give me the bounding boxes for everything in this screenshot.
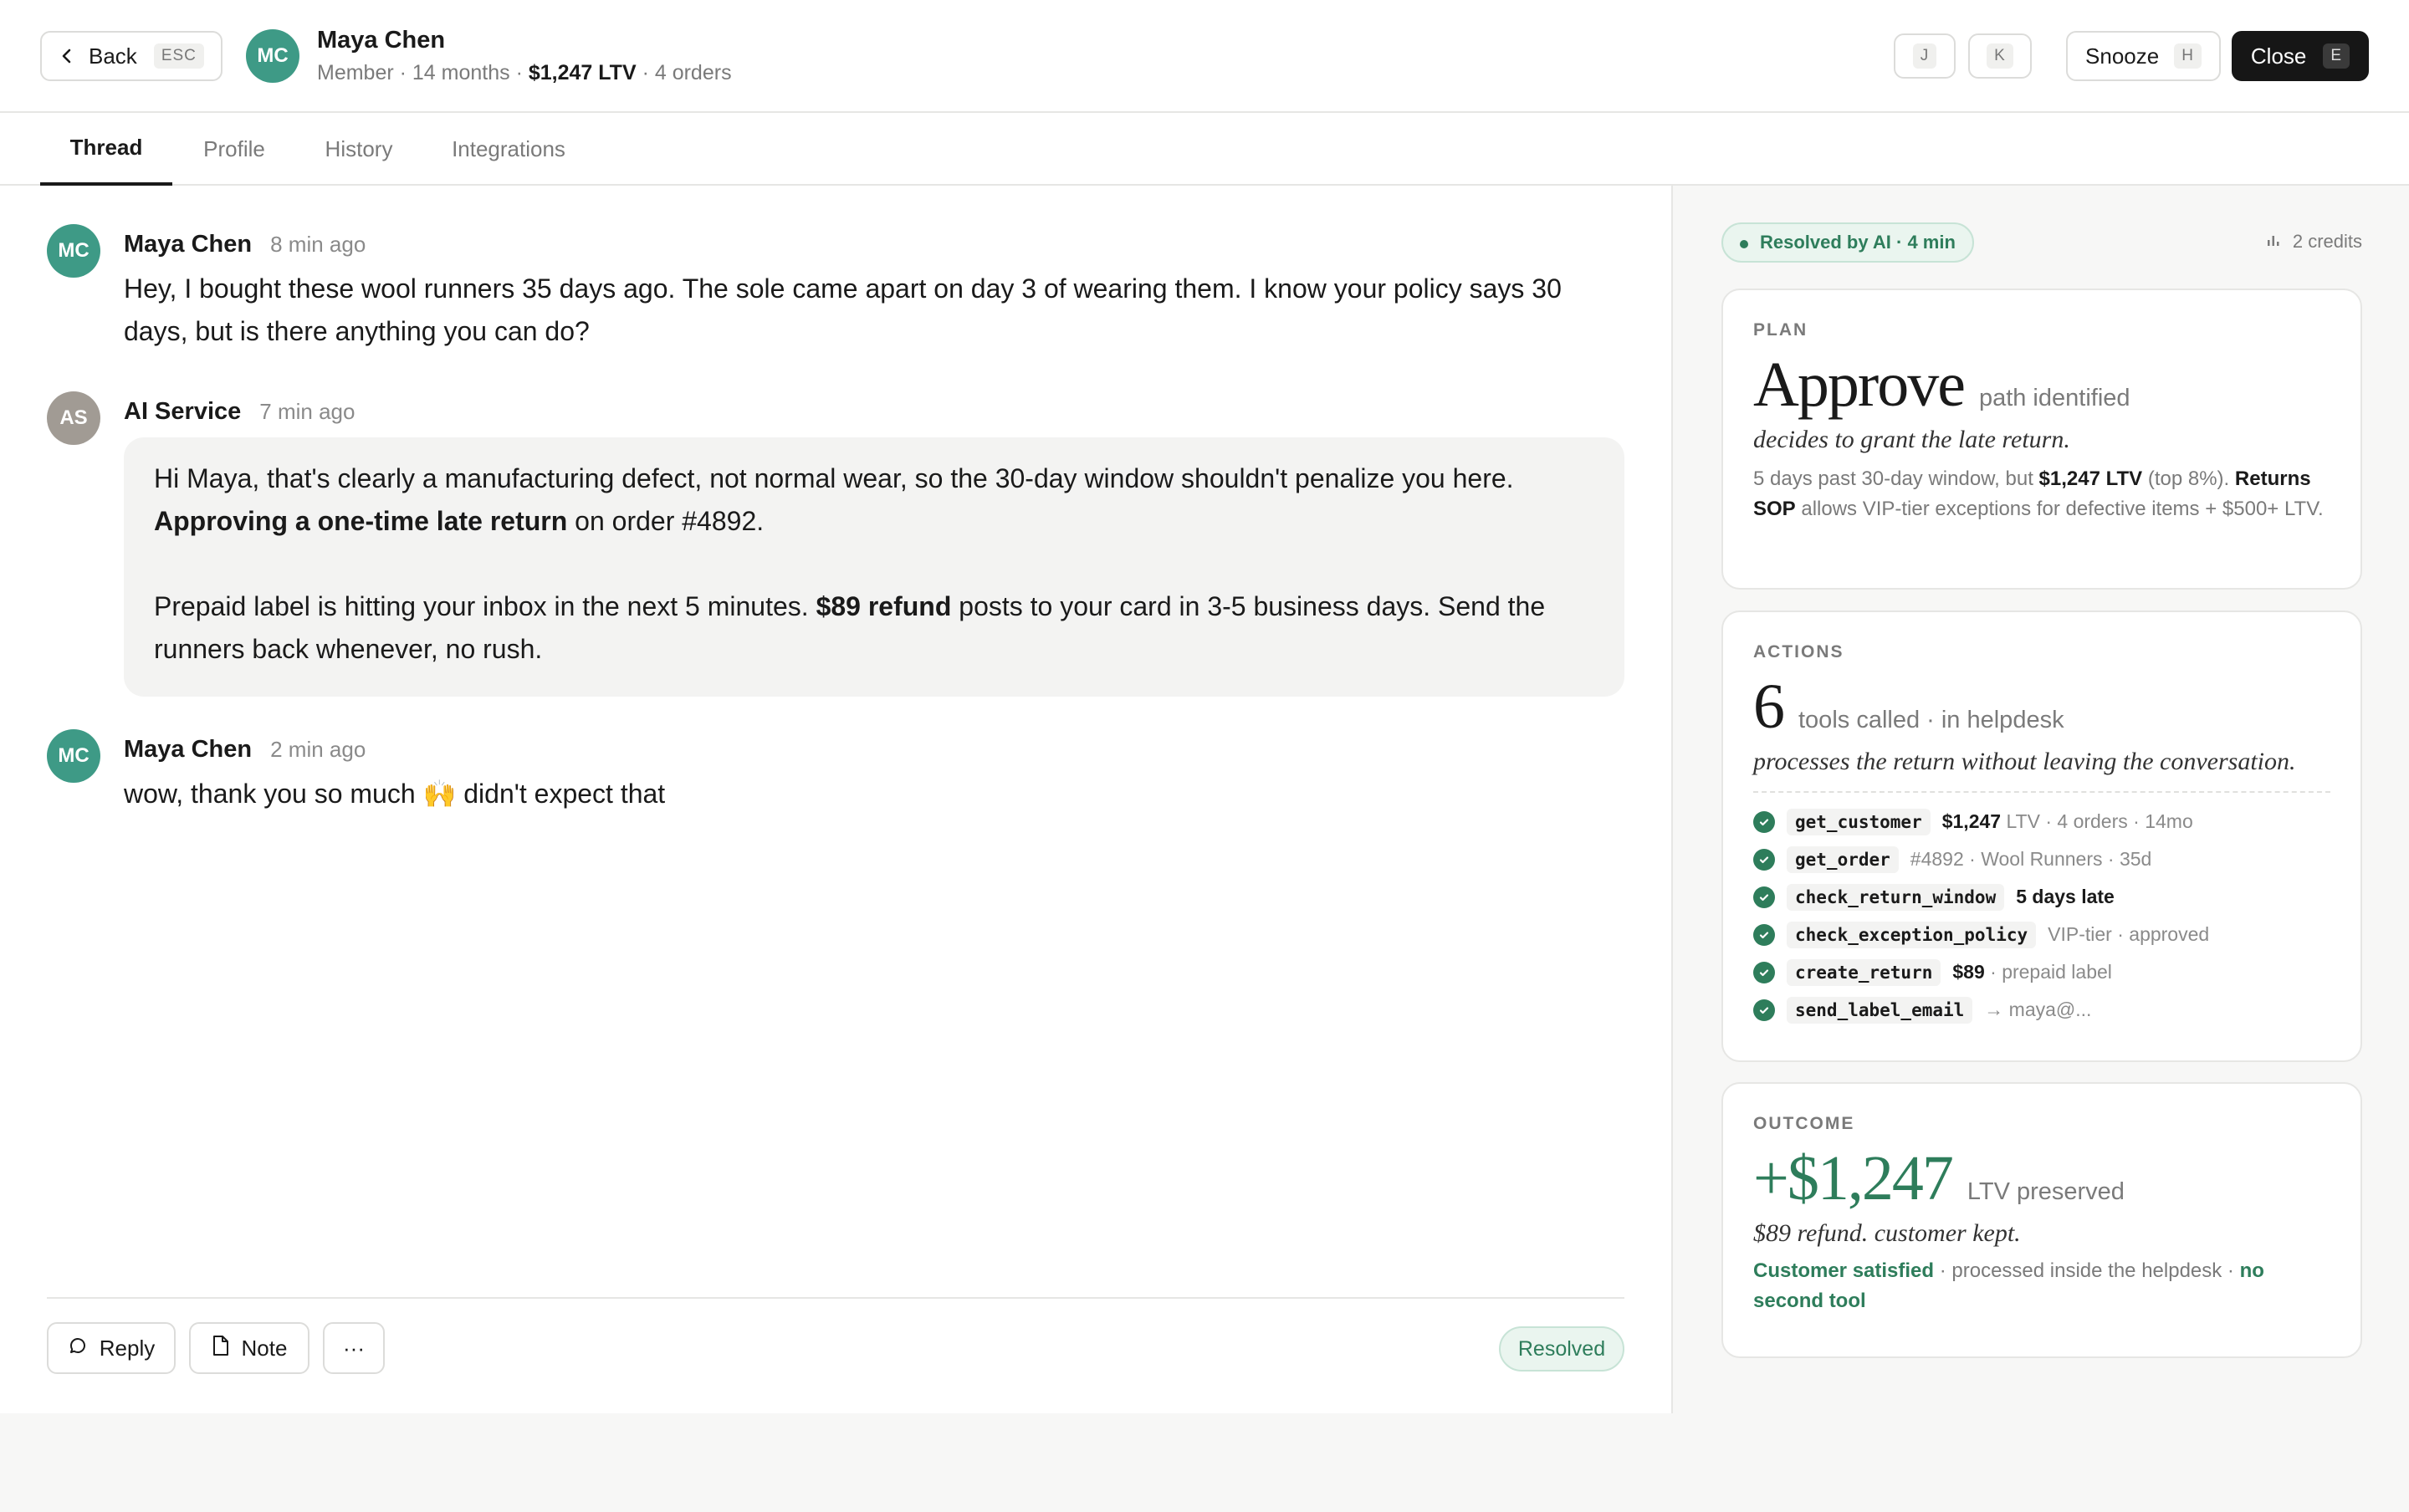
previous-ticket-button[interactable] bbox=[1894, 33, 1956, 79]
tool-call-row bbox=[1753, 916, 2330, 953]
outcome-title-row bbox=[1753, 1142, 2330, 1214]
close-label: Close bbox=[2250, 43, 2307, 69]
message-body: Hey, I bought these wool runners 35 days ago. The sole came apart on day 3 of wearing them. I know your policy says 30 days, but is there anything you can do? bbox=[124, 273, 1562, 346]
outcome-subtitle: LTV preserved bbox=[1967, 1178, 2125, 1205]
speech-bubble-icon bbox=[68, 1336, 88, 1361]
tool-meta: LTV · 4 orders · 14mo bbox=[2001, 810, 2193, 832]
message-header bbox=[124, 736, 366, 764]
customer-meta-suffix: · 4 orders bbox=[636, 61, 732, 84]
ai-paragraph-1 bbox=[154, 457, 1594, 543]
text-run: Prepaid label is hitting your inbox in the next 5 minutes. bbox=[154, 591, 816, 621]
author-name: Maya Chen bbox=[124, 736, 253, 763]
tool-call-row bbox=[1753, 803, 2330, 840]
more-label: ··· bbox=[343, 1335, 365, 1361]
credits-usage bbox=[2266, 231, 2362, 253]
tool-value: $89 bbox=[1952, 961, 1985, 983]
bar-chart-icon bbox=[2266, 231, 2281, 253]
outcome-value: +$1,247 bbox=[1753, 1143, 1952, 1213]
tool-name: check_return_window bbox=[1787, 884, 2004, 911]
customer-ltv: $1,247 LTV bbox=[528, 61, 637, 84]
back-label: Back bbox=[89, 43, 137, 69]
check-icon bbox=[1753, 999, 1775, 1021]
j-shortcut: J bbox=[1913, 43, 1937, 69]
actions-label: ACTIONS bbox=[1753, 642, 1844, 662]
plan-details bbox=[1753, 464, 2330, 524]
more-options-button[interactable] bbox=[323, 1322, 385, 1374]
tool-value: $1,247 bbox=[1941, 810, 2002, 832]
ai-paragraph-2 bbox=[154, 585, 1594, 671]
actions-tagline: processes the return without leaving the conversation. bbox=[1753, 748, 2296, 775]
outcome-details bbox=[1753, 1256, 2330, 1316]
resolved-by-ai-badge: Resolved by AI · 4 min bbox=[1721, 222, 1974, 263]
message-time: 7 min ago bbox=[259, 399, 355, 424]
outcome-tagline: $89 refund. customer kept. bbox=[1753, 1219, 2021, 1247]
tab-integrations[interactable]: Integrations bbox=[452, 136, 565, 161]
message-body: wow, thank you so much 🙌 didn't expect that bbox=[124, 779, 666, 809]
next-ticket-button[interactable] bbox=[1968, 33, 2032, 79]
tool-meta: · prepaid label bbox=[1984, 961, 2112, 983]
note-label: Note bbox=[241, 1335, 288, 1361]
message-customer-2 bbox=[47, 729, 1624, 821]
h-shortcut: H bbox=[2174, 43, 2202, 69]
plan-title-row bbox=[1753, 349, 2330, 421]
tab-history[interactable]: History bbox=[325, 136, 393, 161]
tab-profile[interactable]: Profile bbox=[203, 136, 265, 161]
resolved-status-badge: Resolved bbox=[1499, 1326, 1624, 1372]
ticket-header bbox=[0, 0, 2409, 113]
text-run: 5 days past 30-day window, but bbox=[1753, 467, 2039, 490]
plan-label: PLAN bbox=[1753, 320, 1808, 340]
message-customer-1 bbox=[47, 224, 1624, 366]
back-button[interactable] bbox=[40, 31, 222, 81]
author-avatar: MC bbox=[47, 224, 100, 278]
credits-label: 2 credits bbox=[2292, 231, 2362, 252]
author-avatar: AS bbox=[47, 391, 100, 445]
ai-resolution-panel bbox=[1671, 186, 2409, 1413]
tool-meta: VIP-tier · approved bbox=[2048, 923, 2210, 945]
tool-name: get_order bbox=[1787, 846, 1899, 873]
actions-card bbox=[1721, 610, 2362, 1062]
returns-sop: Returns SOP bbox=[1753, 467, 2311, 520]
text-run: allows VIP-tier exceptions for defective items + $500+ LTV. bbox=[1795, 498, 2324, 520]
author-name: AI Service bbox=[124, 398, 242, 425]
note-button[interactable] bbox=[189, 1322, 309, 1374]
tool-name: create_return bbox=[1787, 959, 1941, 986]
customer-meta bbox=[317, 61, 732, 85]
text-run: Hi Maya, that's clearly a manufacturing defect, not normal wear, so the 30-day window shouldn't penalize you here. bbox=[154, 463, 1514, 493]
customer-avatar: MC bbox=[246, 29, 299, 83]
tool-name: send_label_email bbox=[1787, 997, 1972, 1024]
reply-label: Reply bbox=[99, 1335, 156, 1361]
text-run: on order #4892. bbox=[567, 506, 765, 536]
customer-name: Maya Chen bbox=[317, 27, 446, 54]
snooze-label: Snooze bbox=[2085, 43, 2160, 69]
customer-meta-prefix: Member · 14 months · bbox=[317, 61, 529, 84]
esc-shortcut: ESC bbox=[154, 43, 204, 69]
tool-call-row bbox=[1753, 953, 2330, 991]
tab-bar bbox=[0, 113, 2409, 186]
plan-card bbox=[1721, 289, 2362, 590]
reply-button[interactable] bbox=[47, 1322, 176, 1374]
tool-value: 5 days late bbox=[2016, 886, 2115, 907]
emphasis-late-return: Approving a one-time late return bbox=[154, 506, 568, 536]
text-run: · processed inside the helpdesk · bbox=[1934, 1259, 2240, 1282]
check-icon bbox=[1753, 849, 1775, 871]
actions-divider bbox=[1753, 791, 2330, 793]
tool-call-row bbox=[1753, 878, 2330, 916]
tool-call-row bbox=[1753, 840, 2330, 878]
outcome-card bbox=[1721, 1082, 2362, 1358]
k-shortcut: K bbox=[1987, 43, 2013, 69]
tool-meta: #4892 · Wool Runners · 35d bbox=[1910, 848, 2152, 870]
tool-meta: → maya@... bbox=[1984, 999, 2092, 1020]
message-thread bbox=[0, 186, 1671, 1413]
message-time: 8 min ago bbox=[270, 232, 366, 257]
message-time: 2 min ago bbox=[270, 737, 366, 762]
text-run: (top 8%). bbox=[2142, 467, 2235, 490]
tool-name: get_customer bbox=[1787, 809, 1931, 835]
plan-ltv: $1,247 LTV bbox=[2038, 467, 2143, 490]
plan-tagline: decides to grant the late return. bbox=[1753, 426, 2070, 453]
tool-name: check_exception_policy bbox=[1787, 922, 2036, 948]
check-icon bbox=[1753, 962, 1775, 983]
message-ai-1 bbox=[47, 391, 1624, 701]
check-icon bbox=[1753, 924, 1775, 946]
tool-call-row bbox=[1753, 991, 2330, 1029]
actions-subtitle: tools called · in helpdesk bbox=[1798, 707, 2064, 733]
ai-message-bubble bbox=[124, 437, 1624, 697]
snooze-button[interactable] bbox=[2066, 31, 2221, 81]
composer-divider bbox=[47, 1297, 1624, 1299]
tool-call-list bbox=[1753, 803, 2330, 1029]
e-shortcut: E bbox=[2323, 43, 2350, 69]
close-ticket-button[interactable] bbox=[2232, 31, 2369, 81]
plan-subtitle: path identified bbox=[1978, 385, 2130, 411]
document-icon bbox=[212, 1335, 230, 1362]
actions-title-row bbox=[1753, 671, 2330, 743]
author-name: Maya Chen bbox=[124, 231, 253, 258]
emphasis-refund: $89 refund bbox=[816, 591, 952, 621]
check-icon bbox=[1753, 886, 1775, 908]
plan-title: Approve bbox=[1753, 350, 1964, 420]
message-header bbox=[124, 231, 366, 258]
customer-satisfied: Customer satisfied bbox=[1753, 1259, 1935, 1282]
outcome-label: OUTCOME bbox=[1753, 1114, 1855, 1133]
text-run: posts to your card in 3-5 business days. Send the runners back whenever, no rush. bbox=[154, 591, 1546, 664]
author-avatar: MC bbox=[47, 729, 100, 783]
check-icon bbox=[1753, 811, 1775, 833]
message-header bbox=[124, 398, 355, 426]
actions-count: 6 bbox=[1753, 672, 1783, 742]
tab-thread[interactable]: Thread bbox=[40, 113, 172, 186]
chevron-left-icon bbox=[60, 47, 74, 65]
no-second-tool: no second tool bbox=[1753, 1259, 2264, 1312]
